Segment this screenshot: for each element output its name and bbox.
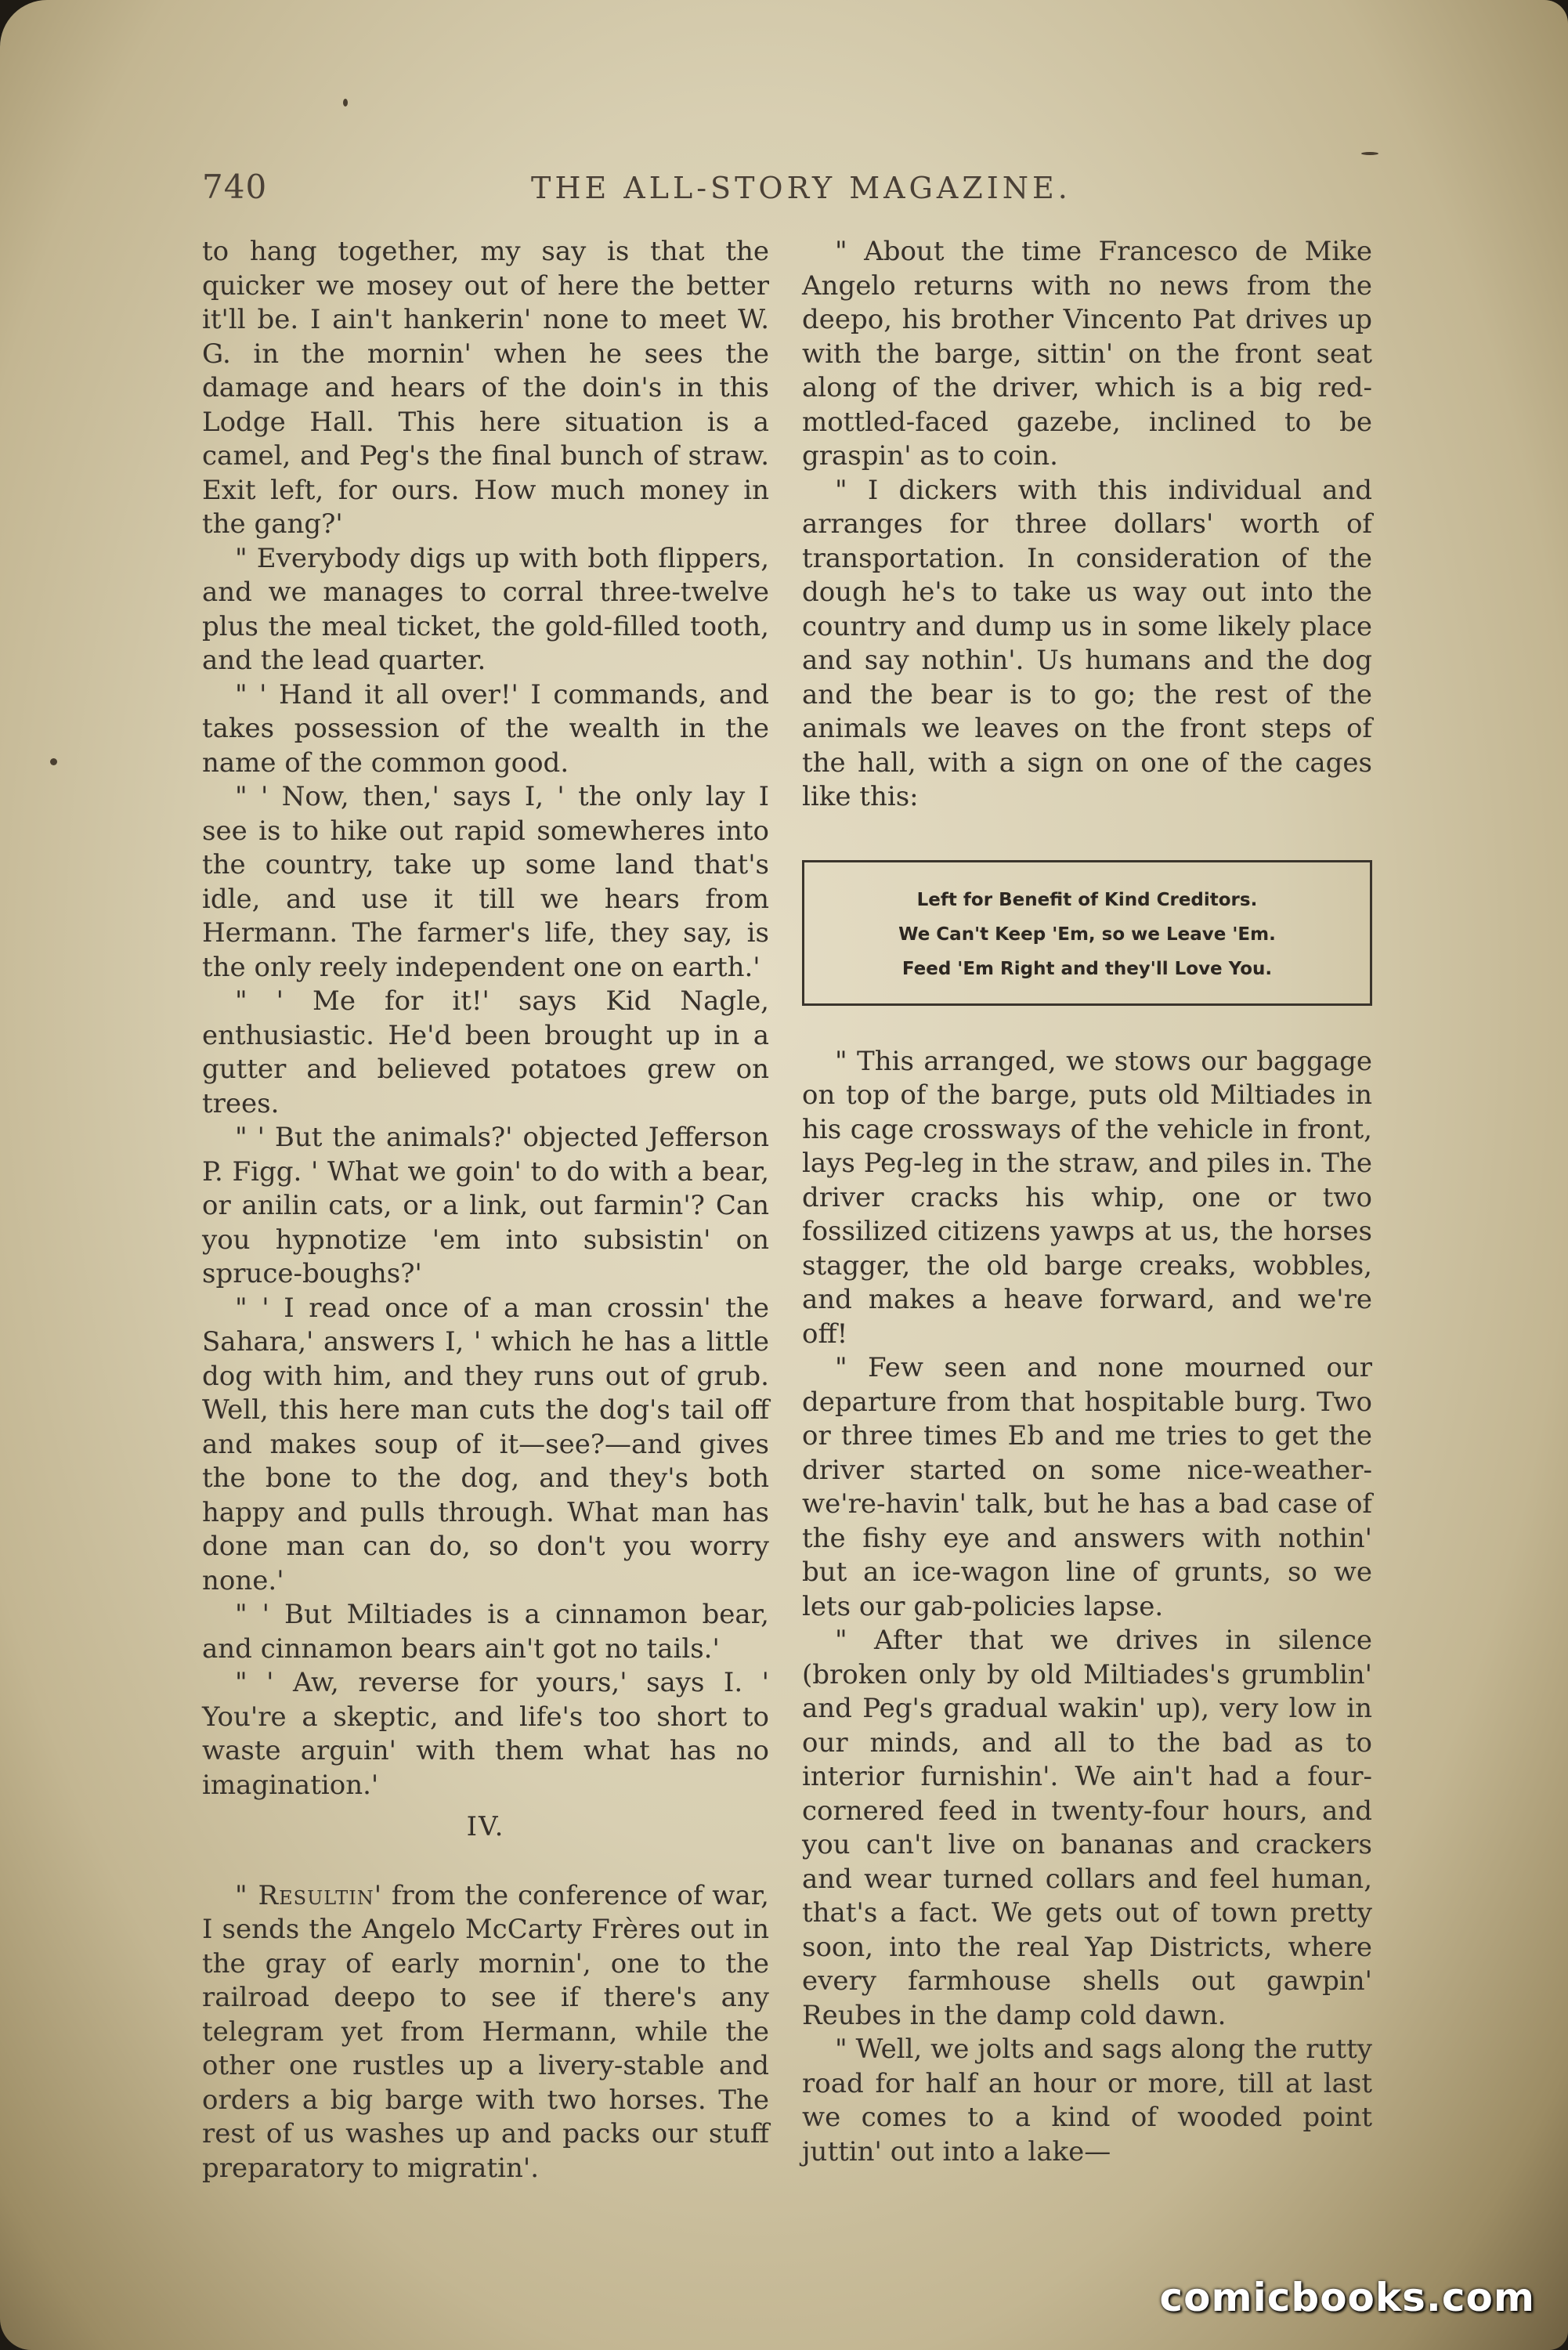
section-first-word: " Resultin' (235, 1879, 383, 1911)
paper-speck (343, 99, 348, 107)
page-number: 740 (202, 168, 268, 206)
paragraph: " Few seen and none mourned our departure from that hospitable burg. Two or three times Eb and me tries to get the driver started on some nice-weather-we're-havin' talk, but he has a bad case of the fishy eye and answers with nothin' but an ice-wagon line of grunts, so we lets our gab-policies lapse. (802, 1352, 1372, 1622)
paragraph: " This arranged, we stows our baggage on top of the barge, puts old Miltiades in his cage crossways of the vehicle in front, lays Peg-leg in the straw, and piles in. The driver cracks his whip, one or two fossilized citizens yawps at us, the horses stagger, the old barge creaks, wobbles, and makes a heave forward, and we're off! (802, 1045, 1372, 1350)
paragraph: to hang together, my say is that the quicker we mosey out of here the better it'll be. I ain't hankerin' none to meet W. G. in the mornin' when he sees the damage and hears of the doin's in this Lodge Hall. This here situation is a camel, and Peg's the final bunch of straw. Exit left, for ours. How much money in the gang?' (202, 236, 769, 540)
paragraph: " ' But Miltiades is a cinnamon bear, and cinnamon bears ain't got no tails.' (202, 1599, 769, 1665)
paragraph: " Well, we jolts and sags along the rutty road for half an hour or more, till at last we comes to a kind of wooded point juttin' out into a lake— (802, 2034, 1372, 2167)
paragraph: " I dickers with this individual and arranges for three dollars' worth of transportation. In consideration of the dough he's to take us way out into the country and dump us in some likely place and say nothin'. Us humans and the dog and the bear is to go; the rest of the animals we leaves on the front steps of the hall, with a sign on one of the cages like this: (802, 474, 1372, 812)
paragraph: " After that we drives in silence (broken only by old Miltiades's grumblin' and Peg's gradual wakin' up), very low in our minds, and all to the bad as to interior furnishin'. We ain't had a four-cornered feed in twenty-four hours, and you can't live on bananas and crackers and wear turned collars and feel human, that's a fact. We gets out of town pretty soon, into the real Yap Districts, where every farmhouse shells out gawpin' Reubes in the damp cold dawn. (802, 1625, 1372, 2031)
section-paragraph-text: from the conference of war, I sends the Angelo McCarty Frères out in the gray of early mornin', one to the railroad deepo to see if there's any telegram yet from Hermann, while the other one rustles up a livery-stable and orders a big barge with two horses. The rest of us washes up and packs our stuff preparatory to migratin'. (202, 1879, 769, 2184)
paragraph: " ' But the animals?' objected Jefferson P. Figg. ' What we goin' to do with a bear, or anilin cats, or a link, out farmin'? Can you hypnotize 'em into subsistin' on spruce-boughs?' (202, 1122, 769, 1289)
paragraph: " ' I read once of a man crossin' the Sahara,' answers I, ' which he has a little dog with him, and they runs out of grub. Well, this here man cuts the dog's tail off and makes soup of it—see?—and gives the bone to the dog, and they's both happy and pulls through. What man has done man can do, so don't you worry none.' (202, 1292, 769, 1596)
paper-speck (1361, 152, 1378, 155)
sign-line: Feed 'Em Right and they'll Love You. (901, 958, 1273, 979)
section-paragraph (202, 1879, 769, 2186)
paper-speck (50, 758, 57, 765)
site-watermark: comicbooks.com (1159, 2275, 1535, 2320)
creditors-sign (802, 860, 1372, 1006)
page-header (202, 164, 1377, 212)
running-head: THE ALL-STORY MAGAZINE. (531, 171, 1071, 205)
left-column (202, 235, 769, 2186)
sign-line: We Can't Keep 'Em, so we Leave 'Em. (898, 924, 1276, 945)
paragraph: " ' Hand it all over!' I commands, and takes possession of the wealth in the name of the common good. (202, 678, 769, 779)
paragraph: " ' Aw, reverse for yours,' says I. ' You're a skeptic, and life's too short to waste arguin' with them what has no imagination.' (202, 1667, 769, 1801)
sign-line: Left for Benefit of Kind Creditors. (916, 889, 1258, 910)
right-column (802, 235, 1372, 2169)
paragraph: " ' Me for it!' says Kid Nagle, enthusiastic. He'd been brought up in a gutter and believed potatoes grew on trees. (202, 985, 769, 1119)
paragraph: " Everybody digs up with both flippers, and we manages to corral three-twelve plus the meal ticket, the gold-filled tooth, and the lead quarter. (202, 542, 769, 676)
paragraph: " ' Now, then,' says I, ' the only lay I see is to hike out rapid somewheres into the country, take up some land that's idle, and use it till we hears from Hermann. The farmer's life, they say, is the only reely independent one on earth.' (202, 781, 769, 983)
section-heading: IV. (466, 1811, 505, 1842)
paragraph: " About the time Francesco de Mike Angelo returns with no news from the deepo, his brother Vincento Pat drives up with the barge, sittin' on the front seat along of the driver, which is a big red-mottled-faced gazebe, inclined to be graspin' as to coin. (802, 236, 1372, 472)
